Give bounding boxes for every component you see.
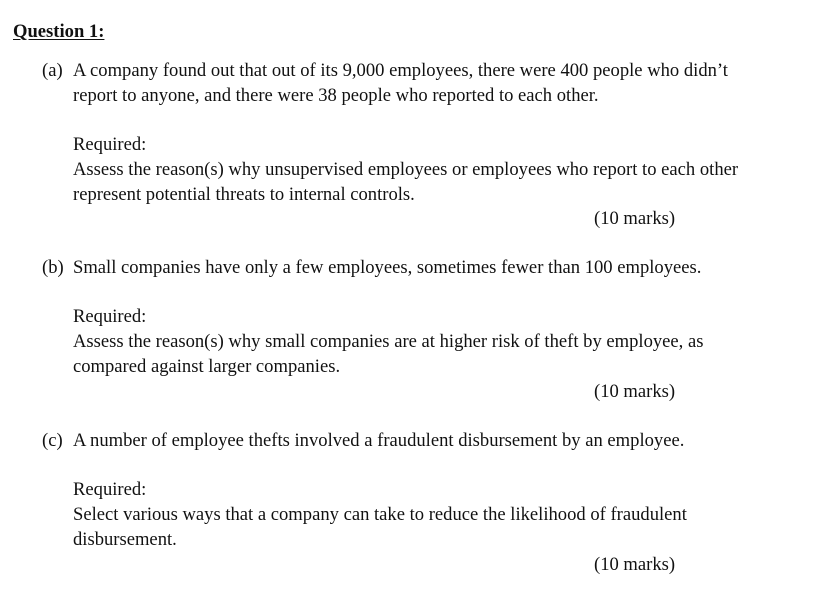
part-c-marks: (10 marks) bbox=[594, 554, 676, 575]
part-b-label: (b) bbox=[42, 257, 64, 278]
part-b-text-line-1: Small companies have only a few employees, sometimes fewer than 100 employees. bbox=[73, 257, 702, 278]
part-a-required-line-2: represent potential threats to internal controls. bbox=[73, 184, 415, 205]
part-a-required-label: Required: bbox=[73, 134, 147, 155]
part-b-required-line-1: Assess the reason(s) why small companies are at higher risk of theft by employee, as bbox=[73, 331, 704, 352]
part-c-required-line-1: Select various ways that a company can take to reduce the likelihood of fraudulent bbox=[73, 504, 687, 525]
question-title: Question 1: bbox=[13, 21, 105, 42]
spacer bbox=[73, 108, 801, 132]
part-c-text-line-1: A number of employee thefts involved a fraudulent disbursement by an employee. bbox=[73, 430, 685, 451]
part-b-required-line-2: compared against larger companies. bbox=[73, 356, 341, 377]
part-b-marks: (10 marks) bbox=[594, 381, 676, 402]
part-a-required-line-1: Assess the reason(s) why unsupervised employees or employees who report to each other bbox=[73, 159, 739, 180]
part-c-required-line-2: disbursement. bbox=[73, 529, 177, 550]
part-a-text-line-2: report to anyone, and there were 38 people who reported to each other. bbox=[73, 85, 599, 106]
part-c-body bbox=[73, 428, 801, 552]
spacer bbox=[73, 280, 801, 304]
part-c-required-label: Required: bbox=[73, 479, 147, 500]
part-a-marks: (10 marks) bbox=[594, 208, 676, 229]
part-b-body bbox=[73, 255, 801, 379]
part-a-body bbox=[73, 58, 801, 207]
part-a-text-line-1: A company found out that out of its 9,000 employees, there were 400 people who didn’t bbox=[73, 60, 728, 81]
spacer bbox=[73, 453, 801, 477]
part-a-label: (a) bbox=[42, 60, 63, 81]
part-c-label: (c) bbox=[42, 430, 63, 451]
part-b-required-label: Required: bbox=[73, 306, 147, 327]
